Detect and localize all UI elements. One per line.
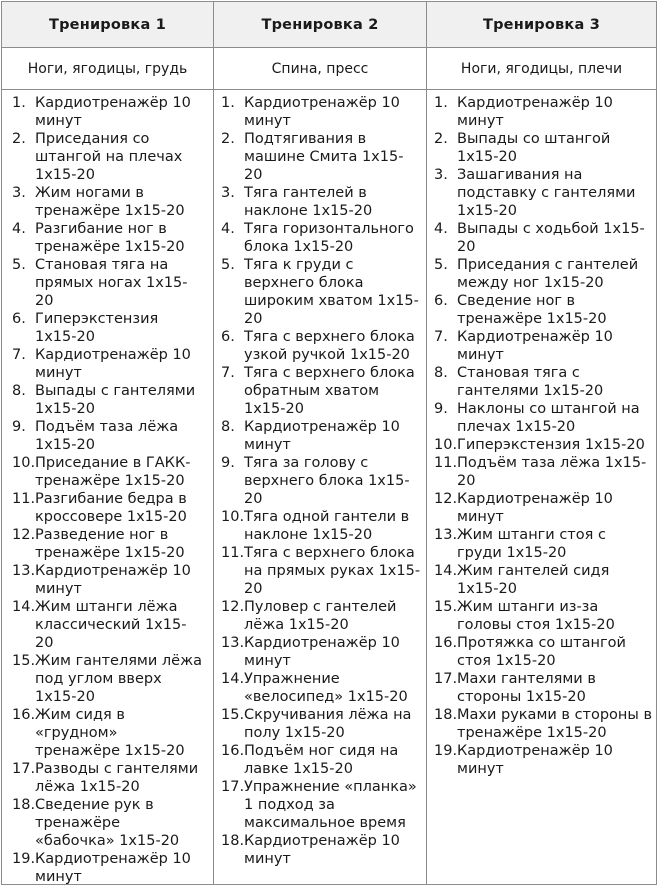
exercise-number: 12. [221, 599, 245, 615]
exercise-text: Махи руками в стороны в тренажёре 1х15-20 [457, 707, 653, 741]
exercise-item [221, 256, 421, 328]
exercise-number: 6. [12, 311, 26, 327]
exercise-number: 15. [434, 599, 458, 615]
exercise-item [434, 742, 652, 778]
exercise-item [221, 364, 421, 418]
exercise-number: 8. [12, 383, 26, 399]
exercise-text: Разводы с гантелями лёжа 1х15-20 [35, 761, 199, 795]
exercise-text: Выпады с ходьбой 1х15-20 [457, 221, 645, 255]
exercise-number: 16. [12, 707, 36, 723]
exercise-item [434, 94, 652, 130]
exercise-number: 7. [12, 347, 26, 363]
exercise-item [12, 526, 204, 562]
exercise-text: Зашагивания на подставку с гантелями 1х15-20 [457, 167, 636, 219]
exercise-number: 4. [221, 221, 235, 237]
exercise-number: 13. [434, 527, 458, 543]
exercise-item [221, 742, 421, 778]
exercise-text: Подъём таза лёжа 1х15-20 [457, 455, 647, 489]
exercise-text: Разгибание ног в тренажёре 1х15-20 [35, 221, 185, 255]
exercise-item [12, 598, 204, 652]
exercise-text: Кардиотренажёр 10 минут [244, 419, 400, 453]
exercise-number: 2. [221, 131, 235, 147]
exercise-text: Кардиотренажёр 10 минут [244, 635, 400, 669]
exercise-item [434, 436, 652, 454]
exercise-text: Подъём ног сидя на лавке 1х15-20 [244, 743, 399, 777]
exercise-text: Кардиотренажёр 10 минут [35, 95, 191, 129]
exercise-item [221, 778, 421, 832]
exercise-item [434, 328, 652, 364]
exercise-number: 11. [12, 491, 36, 507]
table-header-row [2, 2, 656, 48]
exercise-number: 16. [434, 635, 458, 651]
exercise-number: 5. [434, 257, 448, 273]
exercise-number: 2. [12, 131, 26, 147]
exercise-text: Разведение ног в тренажёре 1х15-20 [35, 527, 185, 561]
header-workout-3: Тренировка 3 [483, 16, 600, 33]
workout-1-column [12, 94, 204, 886]
exercise-number: 5. [221, 257, 235, 273]
exercise-number: 3. [221, 185, 235, 201]
exercise-number: 6. [434, 293, 448, 309]
exercise-text: Тяга с верхнего блока на прямых руках 1х15-20 [244, 545, 421, 597]
header-workout-2: Тренировка 2 [261, 16, 379, 33]
exercise-text: Пуловер с гантелей лёжа 1х15-20 [244, 599, 397, 633]
exercise-number: 8. [434, 365, 448, 381]
exercise-text: Гиперэкстензия 1х15-20 [35, 311, 159, 345]
exercise-number: 11. [221, 545, 245, 561]
exercise-number: 1. [221, 95, 235, 111]
exercise-item [221, 418, 421, 454]
exercise-number: 18. [434, 707, 458, 723]
exercise-text: Тяга к груди с верхнего блока широким хватом 1х15-20 [244, 257, 419, 327]
exercise-number: 13. [12, 563, 36, 579]
exercise-item [12, 310, 204, 346]
exercise-item [221, 454, 421, 508]
exercise-number: 18. [221, 833, 245, 849]
exercise-item [12, 418, 204, 454]
exercise-number: 18. [12, 797, 36, 813]
exercise-text: Упражнение «велосипед» 1х15-20 [244, 671, 408, 705]
exercise-item [434, 292, 652, 328]
exercise-text: Сведение ног в тренажёре 1х15-20 [457, 293, 607, 327]
exercise-number: 17. [221, 779, 245, 795]
exercise-text: Жим гантелей сидя 1х15-20 [457, 563, 610, 597]
exercise-text: Тяга одной гантели в наклоне 1х15-20 [244, 509, 410, 543]
exercise-number: 11. [434, 455, 458, 471]
exercise-item [221, 706, 421, 742]
workout-2-column [221, 94, 421, 868]
exercise-number: 4. [12, 221, 26, 237]
exercise-item [12, 220, 204, 256]
focus-workout-3: Ноги, ягодицы, плечи [460, 60, 623, 77]
exercise-number: 9. [221, 455, 235, 471]
exercise-text: Кардиотренажёр 10 минут [457, 95, 613, 129]
exercise-number: 6. [221, 329, 235, 345]
exercise-text: Тяга с верхнего блока обратным хватом 1х15-20 [244, 365, 415, 417]
exercise-text: Выпады со штангой 1х15-20 [457, 131, 611, 165]
exercise-item [434, 400, 652, 436]
exercise-text: Протяжка со штангой стоя 1х15-20 [457, 635, 626, 669]
exercise-text: Подтягивания в машине Смита 1х15-20 [244, 131, 404, 183]
exercise-text: Тяга с верхнего блока узкой ручкой 1х15-20 [244, 329, 415, 363]
exercise-text: Гиперэкстензия 1х15-20 [457, 437, 645, 453]
exercise-number: 14. [12, 599, 36, 615]
header-workout-1: Тренировка 1 [49, 16, 166, 33]
exercise-item [221, 184, 421, 220]
exercise-item [221, 598, 421, 634]
exercise-number: 7. [434, 329, 448, 345]
exercise-text: Жим гантелями лёжа под углом вверх 1х15-20 [35, 653, 203, 705]
exercise-item [221, 544, 421, 598]
exercise-text: Подъём таза лёжа 1х15-20 [35, 419, 179, 453]
exercise-text: Жим ногами в тренажёре 1х15-20 [35, 185, 185, 219]
workout-3-exercise-list [434, 94, 652, 778]
exercise-text: Упражнение «планка» 1 подход за максимальное время [244, 779, 417, 831]
exercise-text: Жим штанги из-за головы стоя 1х15-20 [457, 599, 615, 633]
exercise-text: Кардиотренажёр 10 минут [244, 95, 400, 129]
workout-2-exercise-list [221, 94, 421, 868]
exercise-item [434, 220, 652, 256]
exercise-item [221, 130, 421, 184]
exercise-number: 5. [12, 257, 26, 273]
column-divider [213, 2, 214, 884]
exercise-item [221, 670, 421, 706]
exercise-item [221, 508, 421, 544]
exercise-item [434, 454, 652, 490]
exercise-text: Кардиотренажёр 10 минут [457, 329, 613, 363]
exercise-item [434, 166, 652, 220]
exercise-number: 1. [12, 95, 26, 111]
exercise-text: Кардиотренажёр 10 минут [35, 563, 191, 597]
exercise-text: Кардиотренажёр 10 минут [35, 851, 191, 885]
exercise-number: 10. [221, 509, 245, 525]
exercise-item [434, 706, 652, 742]
exercise-number: 10. [12, 455, 36, 471]
exercise-item [12, 796, 204, 850]
exercise-number: 14. [434, 563, 458, 579]
exercise-text: Кардиотренажёр 10 минут [35, 347, 191, 381]
exercise-item [434, 598, 652, 634]
exercise-item [12, 130, 204, 184]
workout-1-exercise-list [12, 94, 204, 886]
exercise-item [221, 220, 421, 256]
exercise-text: Кардиотренажёр 10 минут [457, 491, 613, 525]
exercise-text: Выпады с гантелями 1х15-20 [35, 383, 196, 417]
exercise-item [434, 562, 652, 598]
exercise-item [221, 94, 421, 130]
exercise-item [12, 454, 204, 490]
exercise-number: 3. [434, 167, 448, 183]
exercise-text: Разгибание бедра в кроссовере 1х15-20 [35, 491, 187, 525]
exercise-number: 19. [12, 851, 36, 867]
exercise-text: Скручивания лёжа на полу 1х15-20 [244, 707, 412, 741]
exercise-number: 19. [434, 743, 458, 759]
column-divider [426, 2, 427, 884]
exercise-item [221, 328, 421, 364]
exercise-text: Кардиотренажёр 10 минут [244, 833, 400, 867]
workout-table [1, 1, 657, 885]
exercise-text: Наклоны со штангой на плечах 1х15-20 [457, 401, 640, 435]
exercise-text: Тяга гантелей в наклоне 1х15-20 [244, 185, 373, 219]
exercise-text: Приседания с гантелей между ног 1х15-20 [457, 257, 639, 291]
exercise-number: 12. [434, 491, 458, 507]
exercise-item [12, 850, 204, 886]
exercise-number: 17. [12, 761, 36, 777]
exercise-number: 14. [221, 671, 245, 687]
focus-workout-2: Спина, пресс [271, 60, 369, 77]
exercise-number: 12. [12, 527, 36, 543]
exercise-item [12, 706, 204, 760]
exercise-item [12, 490, 204, 526]
exercise-number: 13. [221, 635, 245, 651]
focus-row [2, 48, 656, 90]
exercise-text: Приседание в ГАКК-тренажёре 1х15-20 [35, 455, 191, 489]
exercise-item [434, 490, 652, 526]
exercise-item [12, 94, 204, 130]
exercise-item [221, 832, 421, 868]
exercise-item [434, 364, 652, 400]
exercise-number: 17. [434, 671, 458, 687]
exercise-text: Тяга за голову с верхнего блока 1х15-20 [244, 455, 410, 507]
exercise-number: 16. [221, 743, 245, 759]
exercise-number: 3. [12, 185, 26, 201]
exercise-text: Жим штанги лёжа классический 1х15-20 [35, 599, 187, 651]
focus-workout-1: Ноги, ягодицы, грудь [27, 60, 188, 77]
exercise-text: Махи гантелями в стороны 1х15-20 [457, 671, 596, 705]
exercise-number: 9. [434, 401, 448, 417]
exercise-number: 4. [434, 221, 448, 237]
exercise-item [12, 382, 204, 418]
exercise-item [434, 130, 652, 166]
exercise-item [434, 634, 652, 670]
exercise-item [12, 562, 204, 598]
exercise-number: 1. [434, 95, 448, 111]
exercise-text: Становая тяга с гантелями 1х15-20 [457, 365, 604, 399]
exercise-text: Жим штанги стоя с груди 1х15-20 [457, 527, 606, 561]
exercise-item [12, 652, 204, 706]
exercise-number: 2. [434, 131, 448, 147]
exercise-item [12, 256, 204, 310]
exercise-text: Становая тяга на прямых ногах 1х15-20 [35, 257, 188, 309]
exercise-number: 15. [221, 707, 245, 723]
exercise-item [12, 346, 204, 382]
exercise-number: 15. [12, 653, 36, 669]
workout-3-column [434, 94, 652, 778]
exercise-item [12, 184, 204, 220]
exercise-number: 10. [434, 437, 458, 453]
exercise-number: 9. [12, 419, 26, 435]
exercise-text: Сведение рук в тренажёре «бабочка» 1х15-20 [35, 797, 180, 849]
exercise-number: 8. [221, 419, 235, 435]
exercise-text: Кардиотренажёр 10 минут [457, 743, 613, 777]
exercise-item [434, 670, 652, 706]
exercise-text: Приседания со штангой на плечах 1х15-20 [35, 131, 183, 183]
exercise-text: Тяга горизонтального блока 1х15-20 [244, 221, 414, 255]
exercise-item [221, 634, 421, 670]
exercise-item [12, 760, 204, 796]
exercise-item [434, 526, 652, 562]
exercise-number: 7. [221, 365, 235, 381]
exercise-item [434, 256, 652, 292]
exercise-text: Жим сидя в «грудном» тренажёре 1х15-20 [35, 707, 185, 759]
